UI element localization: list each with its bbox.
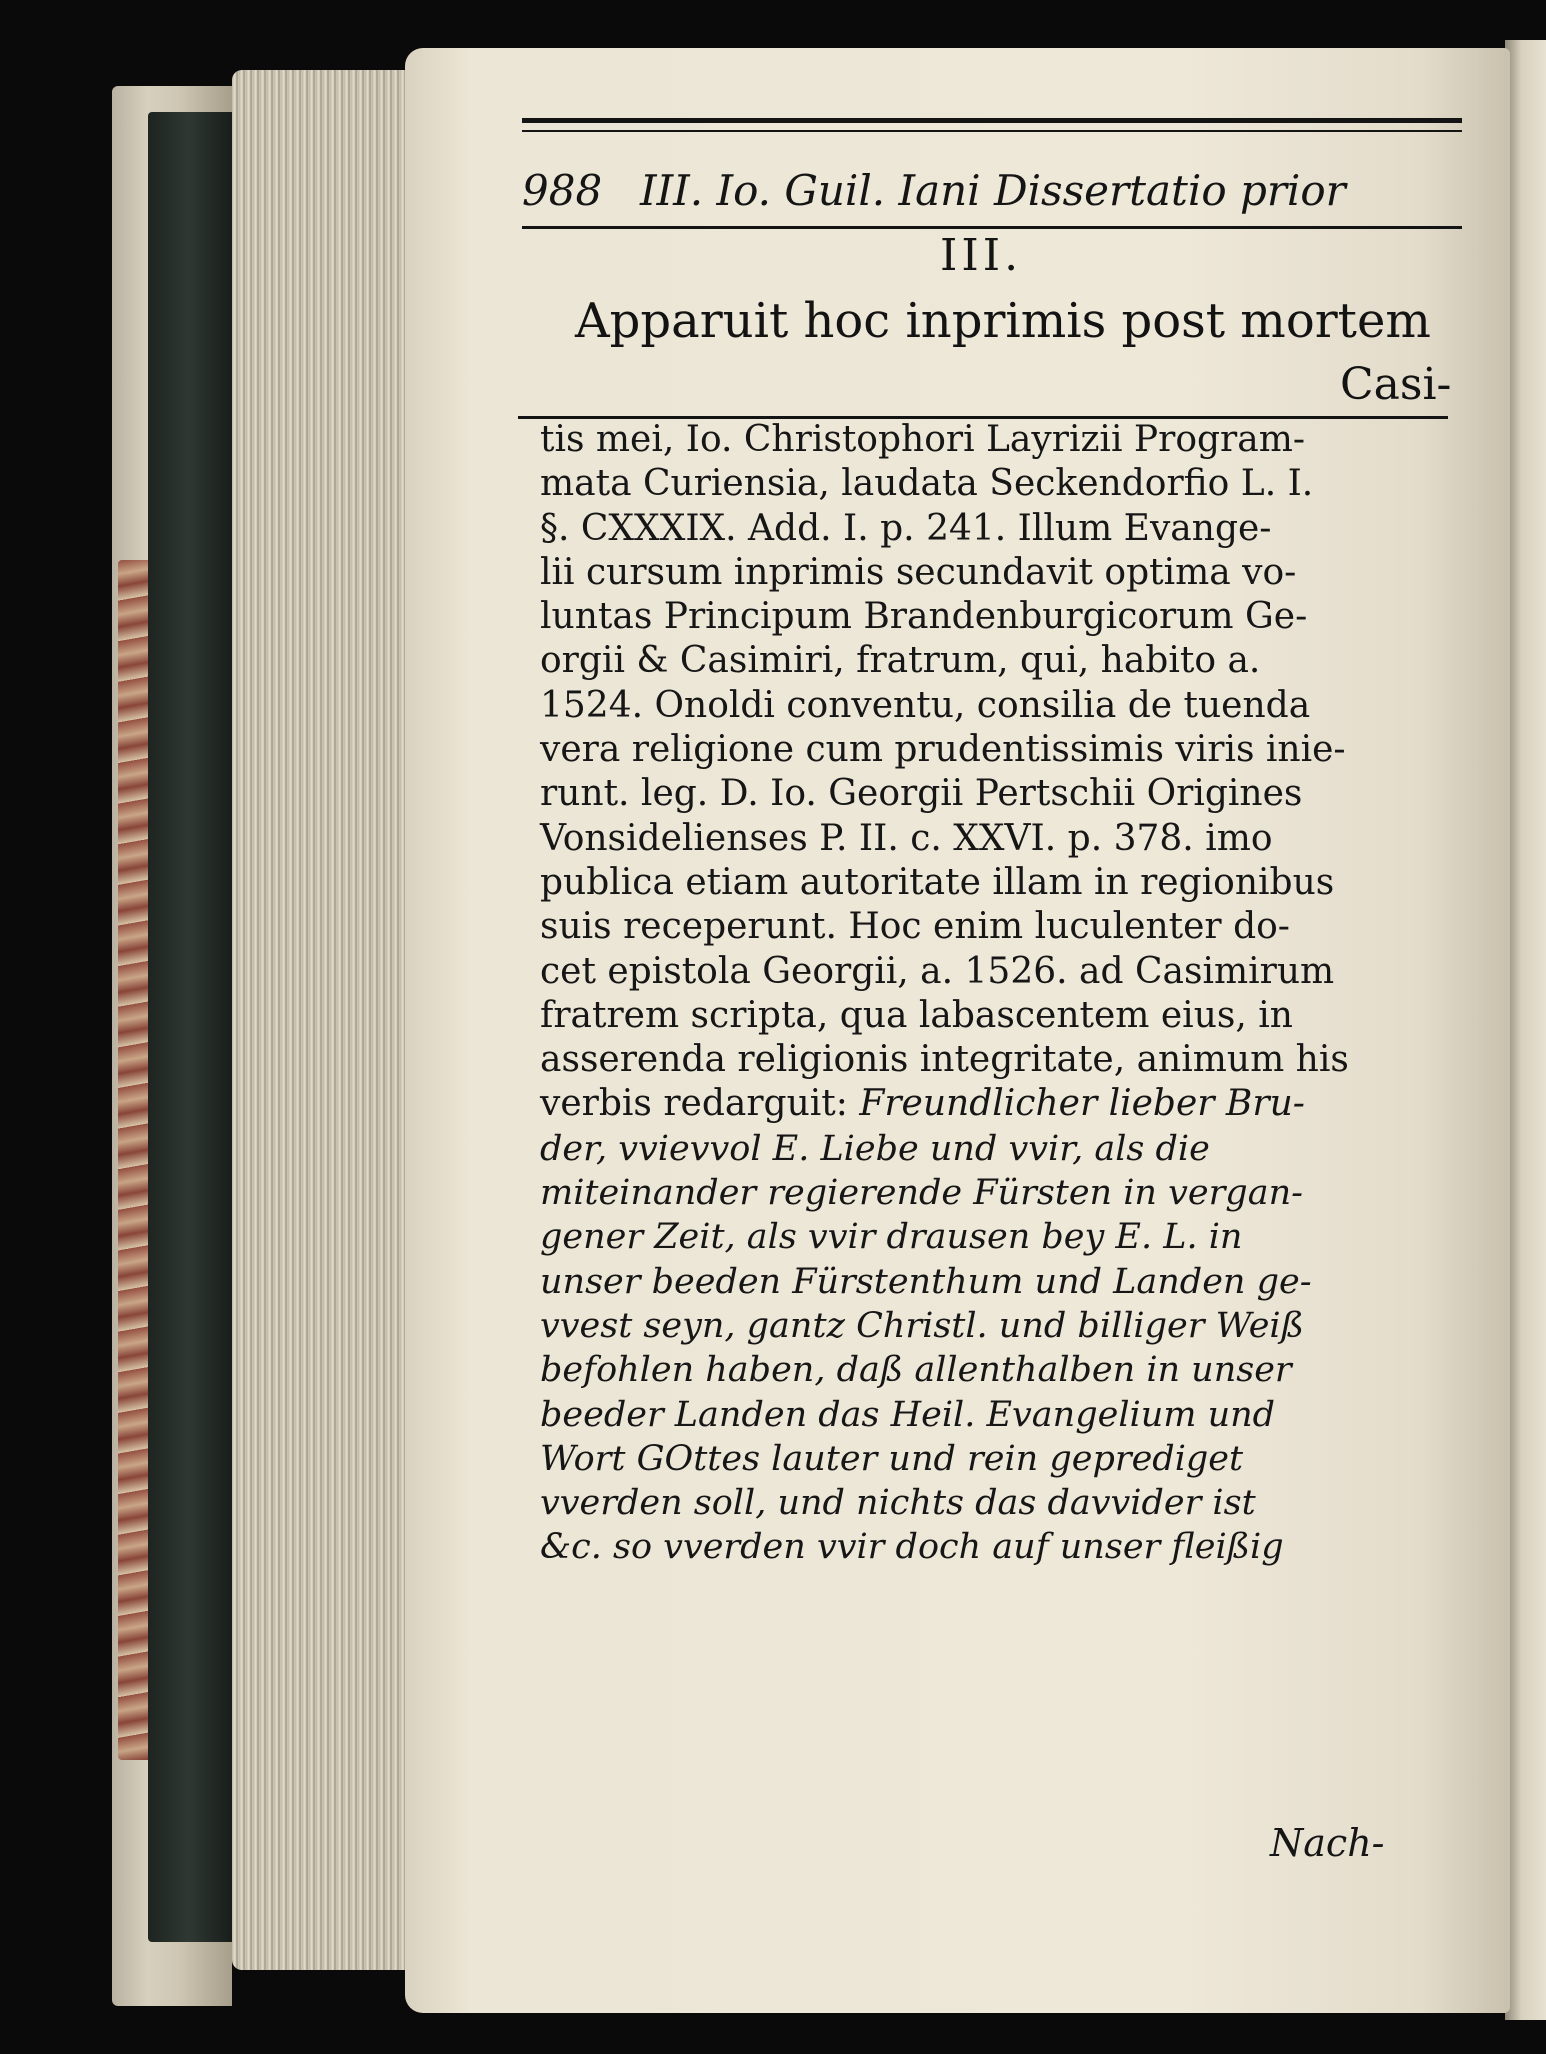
text-line: tis mei, Io. Christophori Layrizii Program- — [540, 419, 1306, 460]
italic-segment: Freundlicher lieber Bru- — [847, 1083, 1305, 1125]
quoted-german-line: vvest seyn, gantz Christl. und billiger Weiß — [540, 1305, 1304, 1346]
text-line: runt. leg. D. Io. Georgii Pertschii Origines — [540, 773, 1303, 815]
quoted-german-line: gener Zeit, als vvir drausen bey E. L. in — [540, 1217, 1243, 1258]
text-line: mata Curiensia, laudata Seckendorfio L. I. — [540, 463, 1314, 505]
text-line: orgii & Casimiri, fratrum, qui, habito a. — [540, 640, 1261, 682]
text-line: fratrem scripta, qua labascentem eius, in — [540, 994, 1293, 1036]
section-lead-line: Apparuit hoc inprimis post mortem — [575, 293, 1431, 349]
quoted-german-line: beeder Landen das Heil. Evangelium und — [540, 1394, 1276, 1435]
text-line: lii cursum inprimis secundavit optima vo- — [540, 551, 1297, 593]
quoted-german-line: befohlen haben, daß allenthalben in unser — [540, 1350, 1292, 1391]
quoted-german-line: Wort GOttes lauter und rein geprediget — [540, 1438, 1244, 1479]
quoted-german-line: &c. so vverden vvir doch auf unser fleißig — [540, 1527, 1284, 1568]
roman-segment: verbis redarguit: — [540, 1083, 848, 1125]
running-header — [522, 160, 1462, 222]
facing-page-edge — [1505, 40, 1546, 2020]
quoted-german-line: vverden soll, und nichts das davvider ist — [540, 1483, 1256, 1524]
text-line: luntas Principum Brandenburgicorum Ge- — [540, 596, 1308, 638]
quoted-german-line: unser beeden Fürstenthum und Landen ge- — [540, 1261, 1312, 1302]
text-line: Vonsidelienses P. II. c. XXVI. p. 378. imo — [540, 817, 1273, 859]
catchword-top: Casi- — [1340, 359, 1452, 410]
text-line: §. CXXXIX. Add. I. p. 241. Illum Evange- — [540, 507, 1272, 549]
running-title: III. Io. Guil. Iani Dissertatio prior — [640, 166, 1346, 215]
text-line: suis receperunt. Hoc enim luculenter do- — [540, 906, 1290, 948]
page-number: 988 — [522, 166, 603, 215]
top-rule — [522, 118, 1462, 123]
top-rule-thin — [522, 130, 1462, 132]
catchword-bottom: Nach- — [1270, 1821, 1385, 1865]
page-block-edges — [232, 70, 410, 1970]
text-line: asserenda religionis integritate, animum his — [540, 1039, 1349, 1081]
text-line: publica etiam autoritate illam in regionibus — [540, 861, 1335, 903]
text-line: 1524. Onoldi conventu, consilia de tuenda — [540, 684, 1311, 726]
quoted-german-line: miteinander regierende Fürsten in vergan- — [540, 1173, 1303, 1214]
text-line-mixed — [540, 1082, 1445, 1126]
text-line: vera religione cum prudentissimis viris inie- — [540, 729, 1346, 771]
footnote-body — [540, 418, 1445, 1570]
text-line: cet epistola Georgii, a. 1526. ad Casimirum — [540, 950, 1335, 992]
section-number: III. — [940, 230, 1023, 281]
quoted-german-line: der, vvievvol E. Liebe und vvir, als die — [540, 1128, 1210, 1169]
book-spine-board — [148, 112, 238, 1942]
